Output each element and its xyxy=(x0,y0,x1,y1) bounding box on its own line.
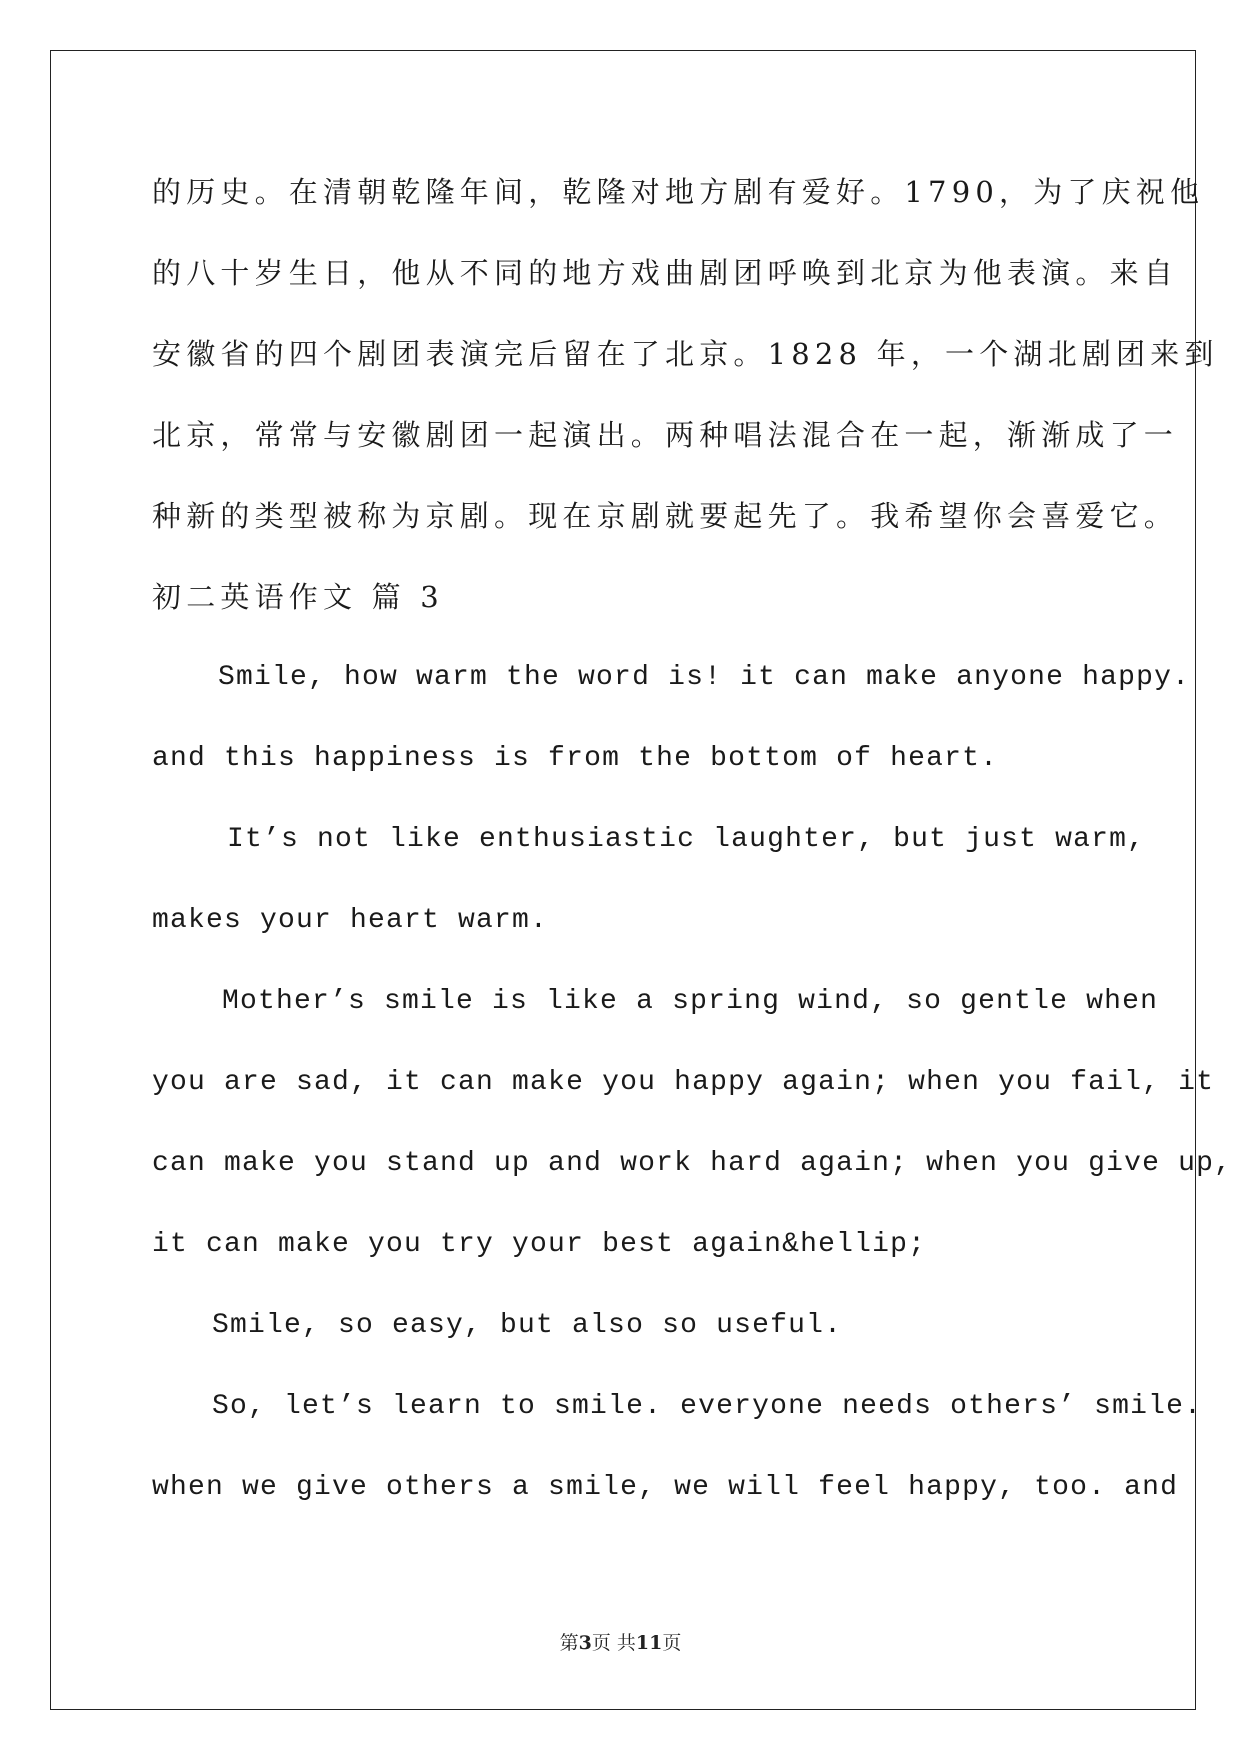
english-line: it can make you try your best again&hellip; xyxy=(152,1229,927,1260)
english-line: you are sad, it can make you happy again; when you fail, it xyxy=(152,1067,1215,1098)
english-line: So, let’s learn to smile. everyone needs others’ smile. xyxy=(212,1391,1203,1422)
paragraph-line: 安徽省的四个剧团表演完后留在了北京。1828 年，一个湖北剧团来到 xyxy=(152,337,1219,371)
english-line: can make you stand up and work hard again; when you give up, xyxy=(152,1148,1233,1179)
english-line: makes your heart warm. xyxy=(152,905,549,936)
paragraph-line: 北京，常常与安徽剧团一起演出。两种唱法混合在一起，渐渐成了一 xyxy=(152,418,1179,452)
english-line: and this happiness is from the bottom of heart. xyxy=(152,743,999,774)
english-line: Smile, how warm the word is! it can make anyone happy. xyxy=(218,662,1191,693)
page-footer xyxy=(0,1628,1241,1655)
paragraph-line: 的历史。在清朝乾隆年间，乾隆对地方剧有爱好。1790，为了庆祝他 xyxy=(152,175,1205,209)
paragraph-line: 种新的类型被称为京剧。现在京剧就要起先了。我希望你会喜爱它。 xyxy=(152,499,1179,533)
footer-mid: 页 共 xyxy=(591,1632,636,1654)
paragraph-line: 的八十岁生日，他从不同的地方戏曲剧团呼唤到北京为他表演。来自 xyxy=(152,256,1179,290)
english-line: Mother’s smile is like a spring wind, so gentle when xyxy=(222,986,1159,1017)
english-line: It’s not like enthusiastic laughter, but just warm, xyxy=(227,824,1146,855)
english-line: Smile, so easy, but also so useful. xyxy=(212,1310,843,1341)
english-line: when we give others a smile, we will feel happy, too. and xyxy=(152,1472,1179,1503)
footer-page-number: 3 xyxy=(578,1632,592,1654)
footer-suffix: 页 xyxy=(662,1632,682,1654)
page-border xyxy=(50,50,1196,1710)
footer-total-pages: 11 xyxy=(635,1632,663,1654)
footer-prefix: 第 xyxy=(559,1632,579,1654)
section-heading: 初二英语作文 篇 3 xyxy=(152,580,444,614)
